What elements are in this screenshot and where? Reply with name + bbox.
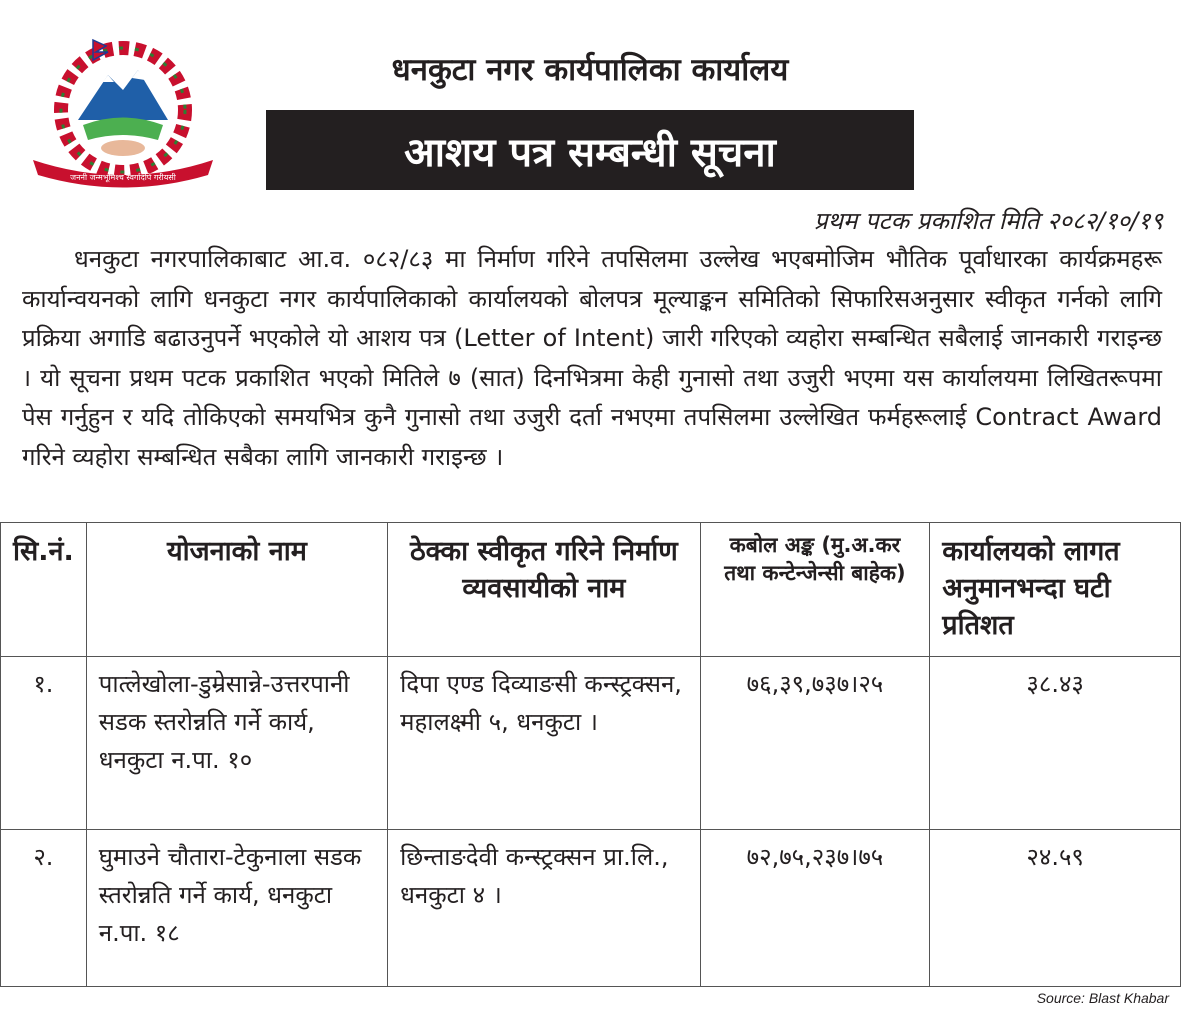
cell-bid-amount: ७२,७५,२३७।७५ <box>700 830 930 987</box>
header-bid-amount: कबोल अङ्क (मु.अ.कर तथा कन्टेन्जेन्सी बाहेक) <box>700 523 930 657</box>
cell-contractor: छिन्ताङदेवी कन्स्ट्रक्सन प्रा.लि., धनकुटा ४ । <box>388 830 700 987</box>
cell-percent-below: ३८.४३ <box>930 657 1181 830</box>
cell-project-name: पात्लेखोला-डुम्रेसान्ने-उत्तरपानी सडक स्तरोन्नति गर्ने कार्य, धनकुटा न.पा. १० <box>86 657 387 830</box>
table-row <box>1 830 1181 987</box>
cell-bid-amount: ७६,३९,७३७।२५ <box>700 657 930 830</box>
notice-title: आशय पत्र सम्बन्धी सूचना <box>266 110 914 190</box>
header-project-name: योजनाको नाम <box>86 523 387 657</box>
notice-body: धनकुटा नगरपालिकाबाट आ.व. ०८२/८३ मा निर्माण गरिने तपसिलमा उल्लेख भएबमोजिम भौतिक पूर्वाधारका कार्यक्रमहरू कार्यान्वयनको लागि धनकुटा नगर कार्यपालिकाको कार्यालयको बोलपत्र मूल्याङ्कन समितिको सिफारिसअनुसार स्वीकृत गर्नको लागि प्रक्रिया अगाडि बढाउनुपर्ने भएकोले यो आशय पत्र (Letter of Intent) जारी गरिएको व्यहोरा सम्बन्धित सबैलाई जानकारी गराइन्छ । यो सूचना प्रथम पटक प्रकाशित भएको मितिले ७ (सात) दिनभित्रमा केही गुनासो तथा उजुरी भएमा यस कार्यालयमा लिखितरूपमा पेस गर्नुहुन र यदि तोकिएको समयभित्र कुनै गुनासो तथा उजुरी दर्ता नभएमा तपसिलमा उल्लेखित फर्महरूलाई Contract Award गरिने व्यहोरा सम्बन्धित सबैका लागि जानकारी गराइन्छ । <box>22 245 1162 471</box>
cell-project-name: घुमाउने चौतारा-टेकुनाला सडक स्तरोन्नति गर्ने कार्य, धनकुटा न.पा. १८ <box>86 830 387 987</box>
cell-serial: १. <box>1 657 87 830</box>
office-name: धनकुटा नगर कार्यपालिका कार्यालय <box>391 52 789 88</box>
nepal-government-emblem <box>28 30 223 190</box>
cell-percent-below: २४.५९ <box>930 830 1181 987</box>
header-serial: सि.नं. <box>1 523 87 657</box>
contract-table <box>0 522 1181 987</box>
source-credit: Source: Blast Khabar <box>1036 990 1169 1006</box>
cell-contractor: दिपा एण्ड दिव्याङसी कन्स्ट्रक्सन, महालक्ष्मी ५, धनकुटा । <box>388 657 700 830</box>
table-row <box>1 657 1181 830</box>
header-contractor: ठेक्का स्वीकृत गरिने निर्माण व्यवसायीको नाम <box>388 523 700 657</box>
cell-serial: २. <box>1 830 87 987</box>
header-percent-below: कार्यालयको लागत अनुमानभन्दा घटी प्रतिशत <box>930 523 1181 657</box>
table-header-row <box>1 523 1181 657</box>
svg-text:जननी जन्मभूमिश्च स्वर्गादपि गर: जननी जन्मभूमिश्च स्वर्गादपि गरीयसी <box>70 173 176 182</box>
publication-date: प्रथम पटक प्रकाशित मिति २०८२/१०/१९ <box>813 207 1163 235</box>
